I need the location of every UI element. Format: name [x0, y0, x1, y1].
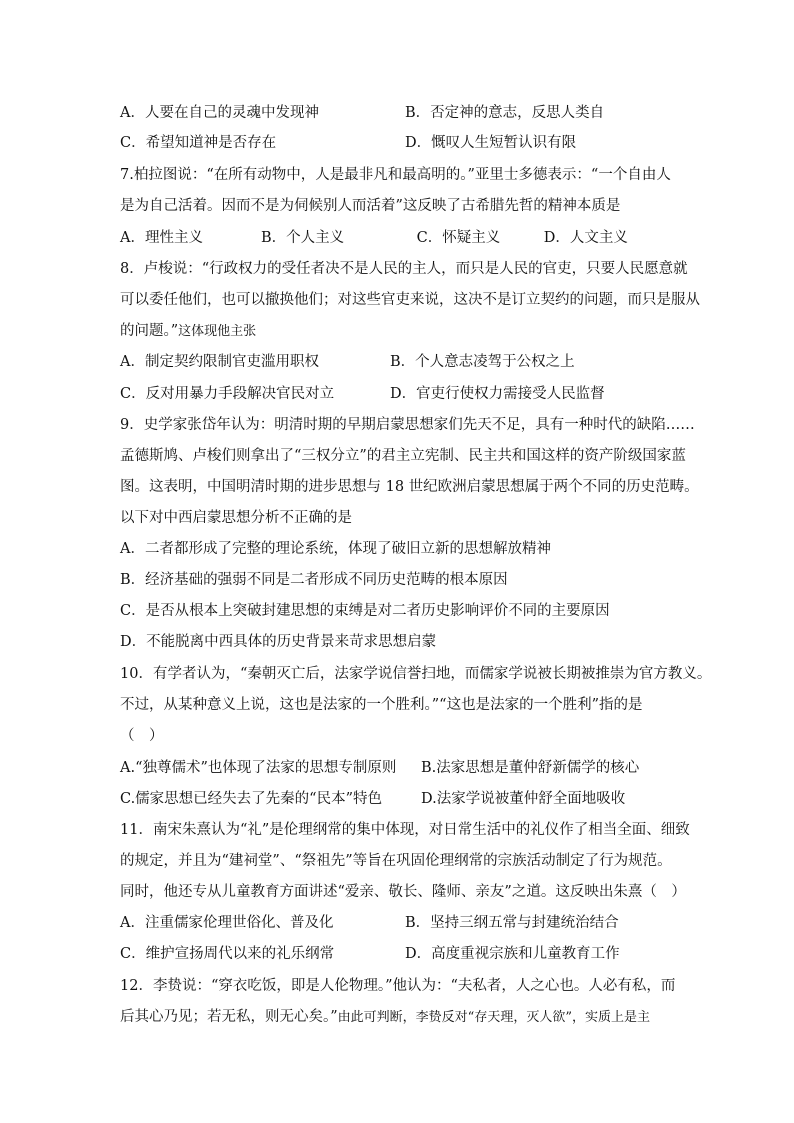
q9-stem-line-1: 9．史学家张岱年认为：明清时期的早期启蒙思想家们先天不足，具有一种时代的缺陷……	[120, 417, 695, 433]
q11-option-c: C．维护宣扬周代以来的礼乐纲常	[120, 946, 335, 962]
q11-stem-line-1: 11．南宋朱熹认为“礼”是伦理纲常的集中体现，对日常生活中的礼仪作了相当全面、细致	[120, 822, 690, 838]
q11-stem-line-2: 的规定，并且为“建祠堂”、“祭祖先”等旨在巩固伦理纲常的宗族活动制定了行为规范。	[120, 853, 672, 869]
q9-option-b: B．经济基础的强弱不同是二者形成不同历史范畴的根本原因	[120, 572, 508, 588]
q10-option-b: B.法家思想是董仲舒新儒学的核心	[421, 760, 640, 776]
q11-option-a: A．注重儒家伦理世俗化、普及化	[120, 915, 334, 931]
q12-stem-line-1: 12．李贽说：“穿衣吃饭，即是人伦物理。”他认为：“夫私者，人之心也。人必有私，而	[120, 978, 676, 994]
q6-option-d: D．慨叹人生短暂认识有限	[405, 135, 577, 151]
q12-stem-line-2-quote: 后其心乃见；若无私，则无心矣。”	[120, 1009, 338, 1025]
q8-stem-line-2: 可以委任他们，也可以撤换他们；对这些官吏来说，这决不是订立契约的问题，而只是服从	[120, 292, 700, 308]
q7-options: A．理性主义 B．个人主义 C．怀疑主义 D．人文主义	[120, 230, 628, 246]
q10-option-c: C.儒家思想已经失去了先秦的“民本”特色	[120, 791, 383, 807]
q12-stem-line-2-tail: 由此可判断，李贽反对“存天理，灭人欲”，实质上是主	[337, 1010, 650, 1025]
q8-stem-line-3-quote: 的问题。”	[120, 323, 179, 339]
q10-stem-line-1: 10．有学者认为，“秦朝灭亡后，法家学说信誉扫地，而儒家学说被长期被推崇为官方教义。	[120, 666, 712, 682]
q9-stem-line-4: 以下对中西启蒙思想分析不正确的是	[120, 510, 352, 526]
q6-option-b: B．否定神的意志，反思人类自	[405, 105, 605, 121]
q7-stem-line-1: 7.柏拉图说：“在所有动物中，人是最非凡和最高明的。”亚里士多德表示：“一个自由人	[120, 167, 671, 183]
q10-answer-blank: （ ）	[120, 728, 164, 744]
q6-option-a: A．人要在自己的灵魂中发现神	[120, 105, 319, 121]
q8-stem-line-1: 8．卢梭说：“行政权力的受任者决不是人民的主人，而只是人民的官吏，只要人民愿意就	[120, 261, 688, 277]
q9-stem-line-2: 孟德斯鸠、卢梭们则拿出了“三权分立”的君主立宪制、民主共和国这样的资产阶级国家蓝	[120, 448, 686, 464]
q6-option-c: C．希望知道神是否存在	[120, 135, 277, 151]
q8-option-a: A．制定契约限制官吏滥用职权	[120, 354, 319, 370]
q11-stem-line-3: 同时，他还专从儿童教育方面讲述“爱亲、敬长、隆师、亲友”之道。这反映出朱熹（ ）	[120, 884, 686, 900]
q8-option-b: B．个人意志凌驾于公权之上	[390, 354, 575, 370]
q8-stem-line-3	[120, 321, 256, 342]
q9-option-a: A．二者都形成了完整的理论系统，体现了破旧立新的思想解放精神	[120, 541, 551, 557]
q8-option-c: C．反对用暴力手段解决官民对立	[120, 386, 335, 402]
q9-stem-line-3: 图。这表明，中国明清时期的进步思想与 18 世纪欧洲启蒙思想属于两个不同的历史范畴。	[120, 479, 699, 495]
q10-stem-line-2: 不过，从某种意义上说，这也是法家的一个胜利。”“这也是法家的一个胜利”指的是	[120, 697, 643, 713]
q9-option-d: D．不能脱离中西具体的历史背景来苛求思想启蒙	[120, 634, 437, 650]
q8-option-d: D．官吏行使权力需接受人民监督	[390, 386, 605, 402]
q7-stem-line-2: 是为自己活着。因而不是为伺候别人而活着”这反映了古希腊先哲的精神本质是	[120, 198, 621, 214]
q11-option-d: D．高度重视宗族和儿童教育工作	[405, 946, 620, 962]
q10-option-a: A.“独尊儒术”也体现了法家的思想专制原则	[120, 760, 397, 776]
q11-option-b: B．坚持三纲五常与封建统治结合	[405, 915, 619, 931]
q12-stem-line-2	[120, 1007, 650, 1028]
q8-stem-line-3-tail: 这体现他主张	[178, 324, 257, 339]
q10-option-d: D.法家学说被董仲舒全面地吸收	[421, 791, 626, 807]
q9-option-c: C．是否从根本上突破封建思想的束缚是对二者历史影响评价不同的主要原因	[120, 603, 610, 619]
